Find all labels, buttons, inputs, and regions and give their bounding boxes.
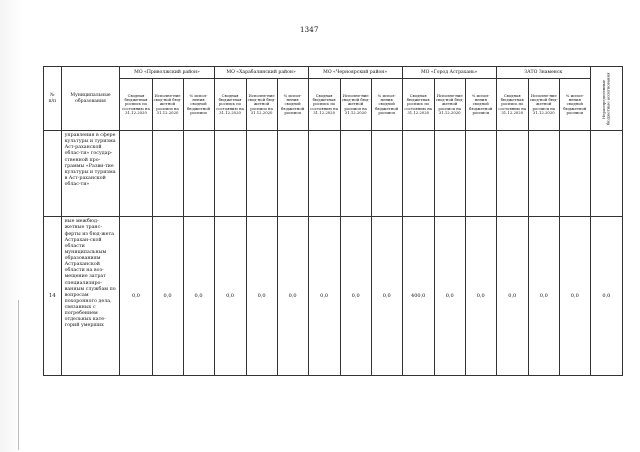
cell-value: 0,0: [559, 217, 590, 376]
col-unallocated-header: Нераспределенные бюджетные ассигнования: [590, 67, 622, 131]
cell-value: [152, 131, 183, 217]
cell-value: [528, 131, 559, 217]
cell-value: 400,0: [402, 217, 434, 376]
subheader-execution: Исполне-ние свод-ной бюд-жетной росписи на 31.12.2020: [340, 79, 371, 131]
col-no-header: № п/п: [44, 67, 62, 131]
subheader-execution: Исполне-ние свод-ной бюд-жетной росписи на 31.12.2020: [152, 79, 183, 131]
cell-value: [434, 131, 465, 217]
col-name-header: Муниципальные образования: [61, 67, 120, 131]
cell-value: [277, 131, 308, 217]
cell-value: 0,0: [590, 217, 622, 376]
cell-value: [120, 131, 152, 217]
group-header-znamensk: ЗАТО Знаменск: [496, 67, 590, 79]
subheader-budget-plan: Сводная бюджетная роспись по состоянию на 31.12.2020: [120, 79, 152, 131]
row-number: 14: [44, 217, 62, 376]
cell-value: 0,0: [120, 217, 152, 376]
subheader-execution: Исполне-ние свод-ной бюд-жетной росписи на 31.12.2020: [434, 79, 465, 131]
subheader-percent: % испол-нения сводной бюджетной росписи: [183, 79, 214, 131]
subheader-budget-plan: Сводная бюджетная роспись по состоянию на 31.12.2020: [402, 79, 434, 131]
table-row: [44, 131, 623, 217]
cell-value: [496, 131, 528, 217]
cell-value: [183, 131, 214, 217]
subheader-percent: % испол-нения сводной бюджетной росписи: [277, 79, 308, 131]
group-header-privolzhsky: МО «Приволжский район»: [120, 67, 214, 79]
subheader-percent: % испол-нения сводной бюджетной росписи: [465, 79, 496, 131]
group-header-row: [44, 67, 623, 79]
cell-value: 0,0: [308, 217, 340, 376]
cell-value: 0,0: [371, 217, 402, 376]
cell-value: 0,0: [214, 217, 246, 376]
cell-value: 0,0: [465, 217, 496, 376]
group-header-astrakhan: МО «Город Астрахань»: [402, 67, 496, 79]
cell-value: 0,0: [152, 217, 183, 376]
cell-value: [214, 131, 246, 217]
cell-value: [402, 131, 434, 217]
group-header-chernoyarsky: МО «Черноярский район»: [308, 67, 402, 79]
page-number: 1347: [300, 26, 319, 34]
row-number: [44, 131, 62, 217]
cell-value: [308, 131, 340, 217]
row-name: управления в сфере культуры и туризма Аст-раханской облас-ти» государ-ственной про-граммы «Разви-тие культуры и туризма в Аст-раханской облас-ти»: [61, 131, 120, 217]
table-row: [44, 217, 623, 376]
cell-value: 0,0: [434, 217, 465, 376]
cell-value: 0,0: [528, 217, 559, 376]
cell-value: 0,0: [183, 217, 214, 376]
subheader-percent: % испол-нения сводной бюджетной росписи: [559, 79, 590, 131]
cell-value: 0,0: [277, 217, 308, 376]
cell-value: [340, 131, 371, 217]
subheader-execution: Исполне-ние свод-ной бюд-жетной росписи на 31.12.2020: [528, 79, 559, 131]
subheader-budget-plan: Сводная бюджетная роспись по состоянию на 31.12.2020: [496, 79, 528, 131]
subheader-budget-plan: Сводная бюджетная роспись по состоянию на 31.12.2020: [214, 79, 246, 131]
cell-value: [371, 131, 402, 217]
cell-value: [559, 131, 590, 217]
cell-value: [465, 131, 496, 217]
subheader-execution: Исполне-ние свод-ной бюд-жетной росписи на 31.12.2020: [246, 79, 277, 131]
cell-value: 0,0: [340, 217, 371, 376]
cell-value: 0,0: [496, 217, 528, 376]
cell-value: [590, 131, 622, 217]
scan-artifact-line: [18, 300, 19, 450]
sub-header-row: [44, 79, 623, 131]
budget-table: [43, 66, 623, 376]
cell-value: [246, 131, 277, 217]
row-name: ные межбюд-жетные транс-ферты из бюд-жета Астрахан-ской области муниципальным образованиям Астраханской области на воз-мещение затрат специализиро-ванным службам по вопросам похоронного дела, связанных с погребением отдельных кате-горий умерших: [61, 217, 120, 376]
subheader-budget-plan: Сводная бюджетная роспись по состоянию на 31.12.2020: [308, 79, 340, 131]
subheader-percent: % испол-нения сводной бюджетной росписи: [371, 79, 402, 131]
cell-value: 0,0: [246, 217, 277, 376]
group-header-kharabalinsky: МО «Харабалинский район»: [214, 67, 308, 79]
